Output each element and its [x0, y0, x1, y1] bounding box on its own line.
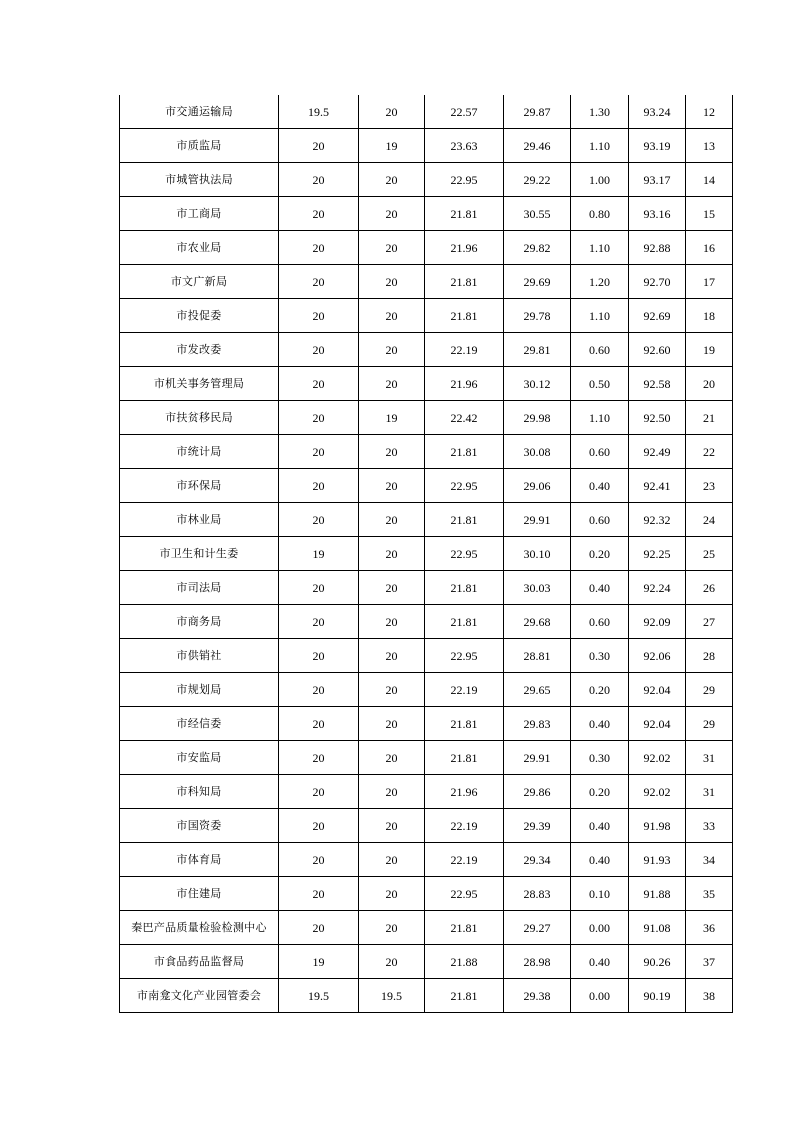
table-row	[120, 367, 733, 401]
department-cell: 市卫生和计生委	[120, 537, 279, 571]
rank-cell: 14	[686, 163, 733, 197]
total-cell: 90.26	[629, 945, 686, 979]
score-1-cell: 20	[279, 299, 359, 333]
score-1-cell: 20	[279, 197, 359, 231]
score-2-cell: 20	[359, 605, 425, 639]
bonus-cell: 0.40	[571, 707, 629, 741]
table-row	[120, 163, 733, 197]
score-2-cell: 20	[359, 299, 425, 333]
score-2-cell: 19.5	[359, 979, 425, 1013]
total-cell: 93.24	[629, 95, 686, 129]
department-cell: 市农业局	[120, 231, 279, 265]
department-cell: 市扶贫移民局	[120, 401, 279, 435]
score-1-cell: 20	[279, 605, 359, 639]
rank-cell: 24	[686, 503, 733, 537]
score-1-cell: 20	[279, 707, 359, 741]
department-cell: 市发改委	[120, 333, 279, 367]
score-4-cell: 30.55	[504, 197, 571, 231]
table-row	[120, 673, 733, 707]
score-3-cell: 22.95	[425, 877, 504, 911]
rank-cell: 37	[686, 945, 733, 979]
score-2-cell: 20	[359, 163, 425, 197]
score-4-cell: 29.91	[504, 741, 571, 775]
total-cell: 92.50	[629, 401, 686, 435]
total-cell: 93.19	[629, 129, 686, 163]
table-row	[120, 605, 733, 639]
department-cell: 市投促委	[120, 299, 279, 333]
bonus-cell: 1.10	[571, 231, 629, 265]
score-3-cell: 21.81	[425, 197, 504, 231]
score-2-cell: 20	[359, 707, 425, 741]
score-2-cell: 20	[359, 741, 425, 775]
score-3-cell: 21.81	[425, 503, 504, 537]
score-1-cell: 20	[279, 129, 359, 163]
rank-cell: 15	[686, 197, 733, 231]
score-4-cell: 28.98	[504, 945, 571, 979]
department-cell: 市经信委	[120, 707, 279, 741]
department-cell: 市文广新局	[120, 265, 279, 299]
rank-cell: 33	[686, 809, 733, 843]
score-2-cell: 20	[359, 639, 425, 673]
bonus-cell: 0.20	[571, 775, 629, 809]
total-cell: 92.49	[629, 435, 686, 469]
score-3-cell: 21.96	[425, 231, 504, 265]
table-row	[120, 95, 733, 129]
total-cell: 92.04	[629, 673, 686, 707]
department-cell: 市科知局	[120, 775, 279, 809]
bonus-cell: 0.60	[571, 605, 629, 639]
department-cell: 市安监局	[120, 741, 279, 775]
rank-cell: 25	[686, 537, 733, 571]
table-row	[120, 333, 733, 367]
score-3-cell: 22.42	[425, 401, 504, 435]
score-1-cell: 20	[279, 469, 359, 503]
bonus-cell: 0.60	[571, 435, 629, 469]
score-3-cell: 21.96	[425, 775, 504, 809]
total-cell: 92.60	[629, 333, 686, 367]
table-row	[120, 469, 733, 503]
bonus-cell: 0.40	[571, 843, 629, 877]
department-cell: 市规划局	[120, 673, 279, 707]
score-4-cell: 29.82	[504, 231, 571, 265]
total-cell: 92.88	[629, 231, 686, 265]
score-table	[119, 95, 733, 1013]
score-3-cell: 21.81	[425, 707, 504, 741]
score-3-cell: 22.95	[425, 469, 504, 503]
total-cell: 91.93	[629, 843, 686, 877]
score-4-cell: 29.86	[504, 775, 571, 809]
score-1-cell: 20	[279, 639, 359, 673]
score-3-cell: 22.95	[425, 537, 504, 571]
score-2-cell: 20	[359, 809, 425, 843]
score-2-cell: 19	[359, 401, 425, 435]
score-4-cell: 28.81	[504, 639, 571, 673]
score-4-cell: 29.22	[504, 163, 571, 197]
score-2-cell: 20	[359, 95, 425, 129]
rank-cell: 17	[686, 265, 733, 299]
total-cell: 92.32	[629, 503, 686, 537]
score-3-cell: 22.19	[425, 673, 504, 707]
department-cell: 市供销社	[120, 639, 279, 673]
score-4-cell: 30.10	[504, 537, 571, 571]
score-2-cell: 20	[359, 333, 425, 367]
bonus-cell: 0.80	[571, 197, 629, 231]
bonus-cell: 0.00	[571, 911, 629, 945]
rank-cell: 13	[686, 129, 733, 163]
rank-cell: 38	[686, 979, 733, 1013]
bonus-cell: 1.20	[571, 265, 629, 299]
score-3-cell: 23.63	[425, 129, 504, 163]
score-2-cell: 20	[359, 197, 425, 231]
score-2-cell: 20	[359, 503, 425, 537]
rank-cell: 31	[686, 775, 733, 809]
department-cell: 市机关事务管理局	[120, 367, 279, 401]
bonus-cell: 0.30	[571, 741, 629, 775]
department-cell: 市城管执法局	[120, 163, 279, 197]
bonus-cell: 0.60	[571, 503, 629, 537]
bonus-cell: 1.00	[571, 163, 629, 197]
rank-cell: 28	[686, 639, 733, 673]
score-2-cell: 20	[359, 571, 425, 605]
table-row	[120, 979, 733, 1013]
score-4-cell: 29.98	[504, 401, 571, 435]
table-row	[120, 265, 733, 299]
rank-cell: 36	[686, 911, 733, 945]
rank-cell: 19	[686, 333, 733, 367]
table-row	[120, 197, 733, 231]
total-cell: 91.88	[629, 877, 686, 911]
table-row	[120, 741, 733, 775]
score-4-cell: 29.65	[504, 673, 571, 707]
bonus-cell: 0.40	[571, 809, 629, 843]
score-2-cell: 20	[359, 469, 425, 503]
table-row	[120, 503, 733, 537]
total-cell: 92.25	[629, 537, 686, 571]
score-2-cell: 20	[359, 265, 425, 299]
score-3-cell: 21.81	[425, 605, 504, 639]
score-1-cell: 20	[279, 809, 359, 843]
score-1-cell: 20	[279, 401, 359, 435]
score-2-cell: 20	[359, 911, 425, 945]
score-2-cell: 20	[359, 537, 425, 571]
bonus-cell: 0.20	[571, 673, 629, 707]
score-3-cell: 22.19	[425, 809, 504, 843]
score-3-cell: 22.95	[425, 163, 504, 197]
score-4-cell: 29.69	[504, 265, 571, 299]
score-4-cell: 29.06	[504, 469, 571, 503]
score-4-cell: 29.34	[504, 843, 571, 877]
department-cell: 市住建局	[120, 877, 279, 911]
department-cell: 市环保局	[120, 469, 279, 503]
table-row	[120, 299, 733, 333]
score-2-cell: 19	[359, 129, 425, 163]
score-2-cell: 20	[359, 367, 425, 401]
score-1-cell: 19	[279, 945, 359, 979]
score-3-cell: 21.88	[425, 945, 504, 979]
score-4-cell: 30.12	[504, 367, 571, 401]
department-cell: 市商务局	[120, 605, 279, 639]
score-3-cell: 22.19	[425, 843, 504, 877]
department-cell: 市食品药品监督局	[120, 945, 279, 979]
rank-cell: 23	[686, 469, 733, 503]
rank-cell: 29	[686, 673, 733, 707]
rank-cell: 34	[686, 843, 733, 877]
rank-cell: 18	[686, 299, 733, 333]
total-cell: 92.70	[629, 265, 686, 299]
bonus-cell: 1.10	[571, 129, 629, 163]
table-row	[120, 231, 733, 265]
score-1-cell: 20	[279, 231, 359, 265]
score-4-cell: 29.83	[504, 707, 571, 741]
table-row	[120, 809, 733, 843]
total-cell: 92.02	[629, 741, 686, 775]
bonus-cell: 0.20	[571, 537, 629, 571]
score-1-cell: 20	[279, 877, 359, 911]
department-cell: 市南龛文化产业园管委会	[120, 979, 279, 1013]
table-row	[120, 571, 733, 605]
score-3-cell: 21.96	[425, 367, 504, 401]
score-3-cell: 21.81	[425, 741, 504, 775]
rank-cell: 22	[686, 435, 733, 469]
rank-cell: 21	[686, 401, 733, 435]
score-3-cell: 21.81	[425, 299, 504, 333]
score-4-cell: 29.87	[504, 95, 571, 129]
rank-cell: 31	[686, 741, 733, 775]
score-1-cell: 20	[279, 843, 359, 877]
score-1-cell: 20	[279, 163, 359, 197]
score-1-cell: 20	[279, 673, 359, 707]
rank-cell: 35	[686, 877, 733, 911]
table-row	[120, 537, 733, 571]
bonus-cell: 0.40	[571, 945, 629, 979]
bonus-cell: 0.00	[571, 979, 629, 1013]
table-row	[120, 401, 733, 435]
table-row	[120, 911, 733, 945]
total-cell: 91.98	[629, 809, 686, 843]
table-row	[120, 945, 733, 979]
table-row	[120, 775, 733, 809]
total-cell: 92.02	[629, 775, 686, 809]
total-cell: 93.16	[629, 197, 686, 231]
total-cell: 92.24	[629, 571, 686, 605]
score-2-cell: 20	[359, 945, 425, 979]
score-2-cell: 20	[359, 435, 425, 469]
score-1-cell: 20	[279, 571, 359, 605]
score-1-cell: 20	[279, 333, 359, 367]
bonus-cell: 0.40	[571, 571, 629, 605]
score-4-cell: 29.27	[504, 911, 571, 945]
table-row	[120, 639, 733, 673]
score-3-cell: 21.81	[425, 265, 504, 299]
score-1-cell: 20	[279, 503, 359, 537]
bonus-cell: 0.40	[571, 469, 629, 503]
total-cell: 93.17	[629, 163, 686, 197]
score-1-cell: 20	[279, 775, 359, 809]
rank-cell: 29	[686, 707, 733, 741]
score-4-cell: 29.81	[504, 333, 571, 367]
score-4-cell: 29.91	[504, 503, 571, 537]
rank-cell: 26	[686, 571, 733, 605]
score-1-cell: 20	[279, 741, 359, 775]
score-1-cell: 19.5	[279, 979, 359, 1013]
total-cell: 92.04	[629, 707, 686, 741]
rank-cell: 12	[686, 95, 733, 129]
rank-cell: 20	[686, 367, 733, 401]
bonus-cell: 1.10	[571, 401, 629, 435]
score-4-cell: 29.78	[504, 299, 571, 333]
total-cell: 92.06	[629, 639, 686, 673]
bonus-cell: 0.10	[571, 877, 629, 911]
table-body	[120, 95, 733, 1013]
score-4-cell: 29.46	[504, 129, 571, 163]
total-cell: 92.58	[629, 367, 686, 401]
rank-cell: 16	[686, 231, 733, 265]
score-3-cell: 22.19	[425, 333, 504, 367]
score-3-cell: 22.57	[425, 95, 504, 129]
score-2-cell: 20	[359, 775, 425, 809]
score-4-cell: 29.68	[504, 605, 571, 639]
department-cell: 市司法局	[120, 571, 279, 605]
table-row	[120, 843, 733, 877]
score-1-cell: 19.5	[279, 95, 359, 129]
score-2-cell: 20	[359, 673, 425, 707]
department-cell: 市交通运输局	[120, 95, 279, 129]
total-cell: 92.09	[629, 605, 686, 639]
total-cell: 91.08	[629, 911, 686, 945]
score-4-cell: 30.08	[504, 435, 571, 469]
department-cell: 市质监局	[120, 129, 279, 163]
score-4-cell: 29.39	[504, 809, 571, 843]
rank-cell: 27	[686, 605, 733, 639]
table-row	[120, 435, 733, 469]
table-row	[120, 877, 733, 911]
score-3-cell: 21.81	[425, 571, 504, 605]
bonus-cell: 1.30	[571, 95, 629, 129]
score-1-cell: 20	[279, 265, 359, 299]
score-2-cell: 20	[359, 843, 425, 877]
total-cell: 92.69	[629, 299, 686, 333]
total-cell: 90.19	[629, 979, 686, 1013]
score-2-cell: 20	[359, 231, 425, 265]
score-3-cell: 21.81	[425, 979, 504, 1013]
department-cell: 市工商局	[120, 197, 279, 231]
department-cell: 市体育局	[120, 843, 279, 877]
score-4-cell: 28.83	[504, 877, 571, 911]
bonus-cell: 0.50	[571, 367, 629, 401]
department-cell: 市国资委	[120, 809, 279, 843]
score-3-cell: 21.81	[425, 435, 504, 469]
table-row	[120, 129, 733, 163]
score-4-cell: 29.38	[504, 979, 571, 1013]
department-cell: 市统计局	[120, 435, 279, 469]
table-row	[120, 707, 733, 741]
score-1-cell: 20	[279, 367, 359, 401]
department-cell: 秦巴产品质量检验检测中心	[120, 911, 279, 945]
score-1-cell: 20	[279, 911, 359, 945]
score-3-cell: 21.81	[425, 911, 504, 945]
bonus-cell: 1.10	[571, 299, 629, 333]
score-4-cell: 30.03	[504, 571, 571, 605]
score-3-cell: 22.95	[425, 639, 504, 673]
score-2-cell: 20	[359, 877, 425, 911]
total-cell: 92.41	[629, 469, 686, 503]
score-1-cell: 20	[279, 435, 359, 469]
bonus-cell: 0.60	[571, 333, 629, 367]
bonus-cell: 0.30	[571, 639, 629, 673]
department-cell: 市林业局	[120, 503, 279, 537]
score-1-cell: 19	[279, 537, 359, 571]
